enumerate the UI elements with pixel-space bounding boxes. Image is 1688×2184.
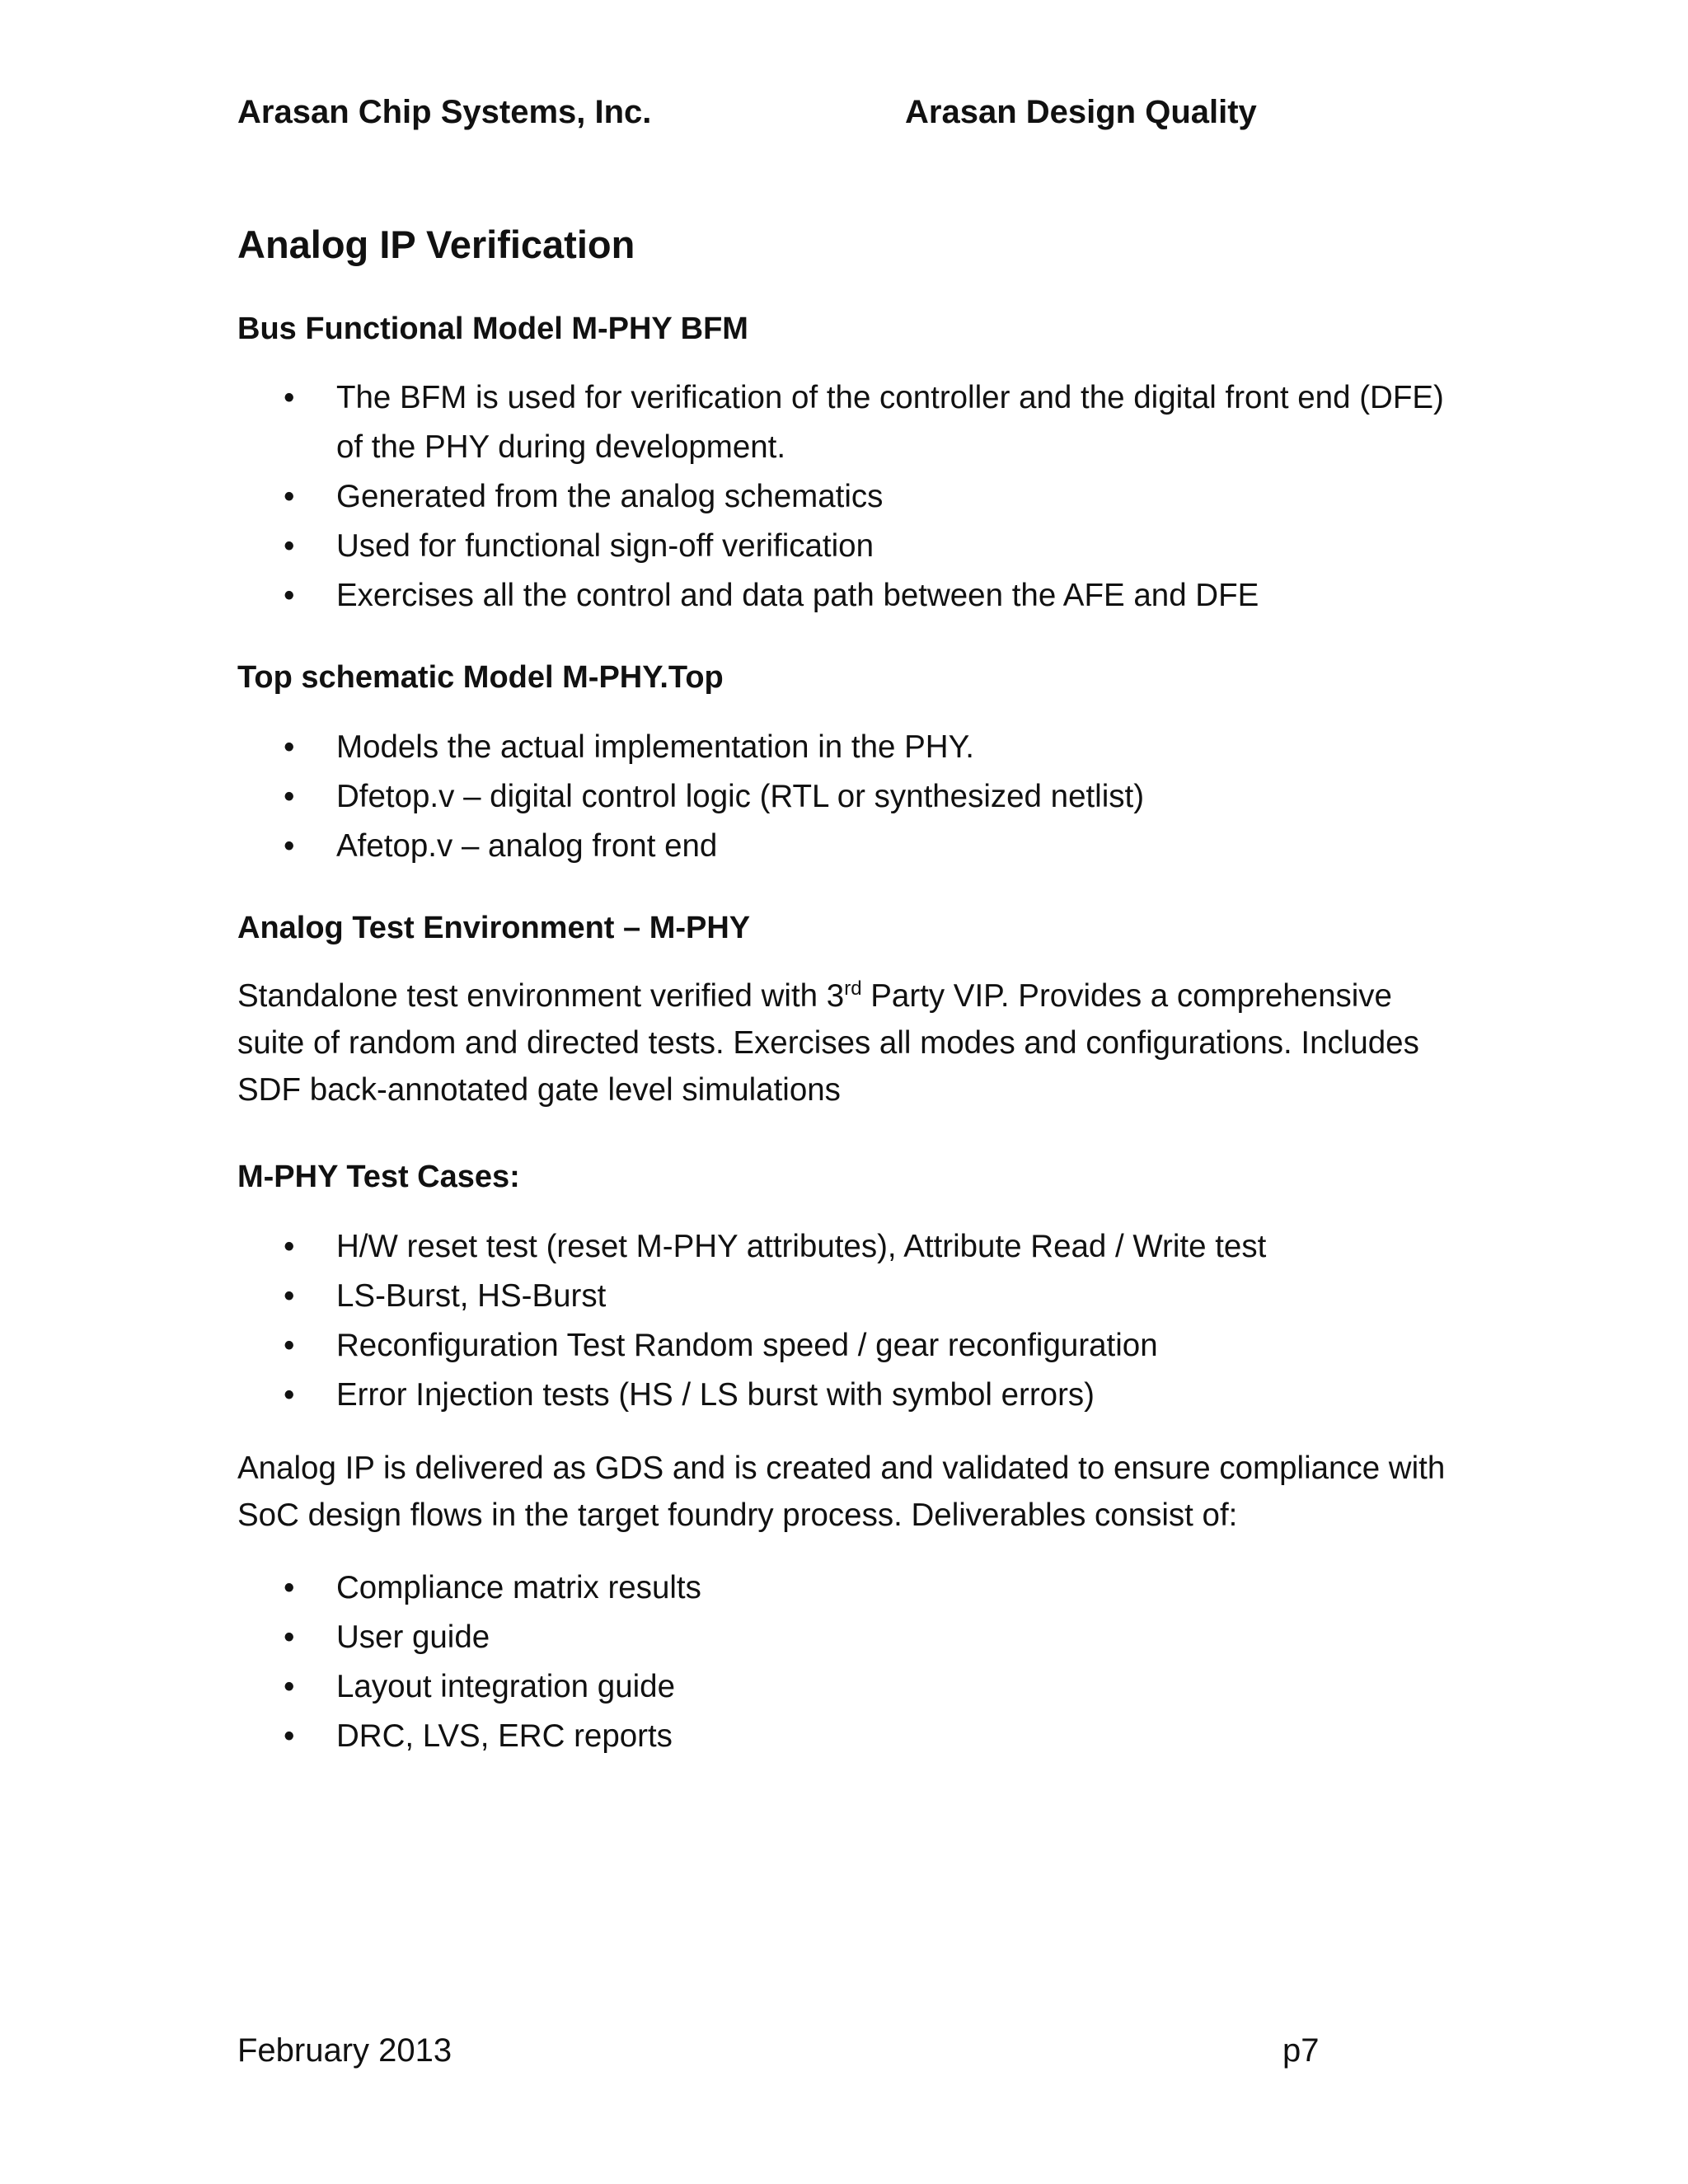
bullet-icon: •	[284, 380, 295, 416]
page-content	[237, 221, 1457, 1799]
deliverables-intro-paragraph: Analog IP is delivered as GDS and is created and validated to ensure compliance with SoC design flows in the target foundry process. Deliverables consist of:	[237, 1450, 1446, 1533]
list-item: • Layout integration guide	[237, 1662, 1457, 1712]
list-item: • The BFM is used for verification of the controller and the digital front end (DFE) of the PHY during development.	[237, 373, 1457, 472]
header-company: Arasan Chip Systems, Inc.	[237, 94, 652, 130]
list-item: • User guide	[237, 1613, 1457, 1662]
footer-date: February 2013	[237, 2032, 452, 2069]
bullet-icon: •	[284, 1277, 295, 1314]
test-cases-bullet-list	[237, 1222, 1457, 1420]
list-item: • LS-Burst, HS-Burst	[237, 1272, 1457, 1321]
list-item: • Generated from the analog schematics	[237, 472, 1457, 522]
list-item: • Exercises all the control and data path between the AFE and DFE	[237, 571, 1457, 621]
section-heading-bfm: Bus Functional Model M-PHY BFM	[237, 311, 748, 346]
list-item: • Error Injection tests (HS / LS burst with symbol errors)	[237, 1371, 1457, 1420]
bullet-icon: •	[284, 729, 295, 765]
section-heading-test-cases: M-PHY Test Cases:	[237, 1160, 520, 1195]
footer-page-number: p7	[1282, 2032, 1320, 2069]
list-item: • DRC, LVS, ERC reports	[237, 1712, 1457, 1761]
list-item: • Afetop.v – analog front end	[237, 822, 1457, 871]
ordinal-superscript: rd	[844, 977, 862, 1001]
list-item: • H/W reset test (reset M-PHY attributes), Attribute Read / Write test	[237, 1222, 1457, 1272]
bullet-icon: •	[284, 1569, 295, 1605]
bullet-icon: •	[284, 827, 295, 864]
list-item: • Models the actual implementation in the PHY.	[237, 723, 1457, 772]
bullet-icon: •	[284, 528, 295, 565]
deliverables-bullet-list	[237, 1563, 1457, 1761]
bullet-icon: •	[284, 479, 295, 515]
header-doc-title: Arasan Design Quality	[905, 94, 1257, 130]
list-item: • Compliance matrix results	[237, 1563, 1457, 1613]
bullet-icon: •	[284, 578, 295, 614]
bullet-icon: •	[284, 1619, 295, 1655]
bullet-icon: •	[284, 1718, 295, 1754]
section-heading-test-environment: Analog Test Environment – M-PHY	[237, 910, 751, 945]
bullet-icon: •	[284, 1668, 295, 1704]
bfm-bullet-list	[237, 373, 1457, 621]
test-environment-paragraph: Standalone test environment verified with 3rd Party VIP. Provides a comprehensive suite of random and directed tests. Exercises all modes and configurations. Includes SDF back-annotated gate level simulations	[237, 977, 1419, 1108]
bullet-icon: •	[284, 1228, 295, 1264]
bullet-icon: •	[284, 1376, 295, 1413]
top-schematic-bullet-list	[237, 723, 1457, 871]
page-title: Analog IP Verification	[237, 223, 635, 266]
list-item: • Used for functional sign-off verification	[237, 522, 1457, 571]
list-item: • Reconfiguration Test Random speed / gear reconfiguration	[237, 1321, 1457, 1371]
bullet-icon: •	[284, 778, 295, 814]
list-item: • Dfetop.v – digital control logic (RTL or synthesized netlist)	[237, 772, 1457, 822]
bullet-icon: •	[284, 1327, 295, 1363]
section-heading-top-schematic: Top schematic Model M-PHY.Top	[237, 660, 724, 696]
